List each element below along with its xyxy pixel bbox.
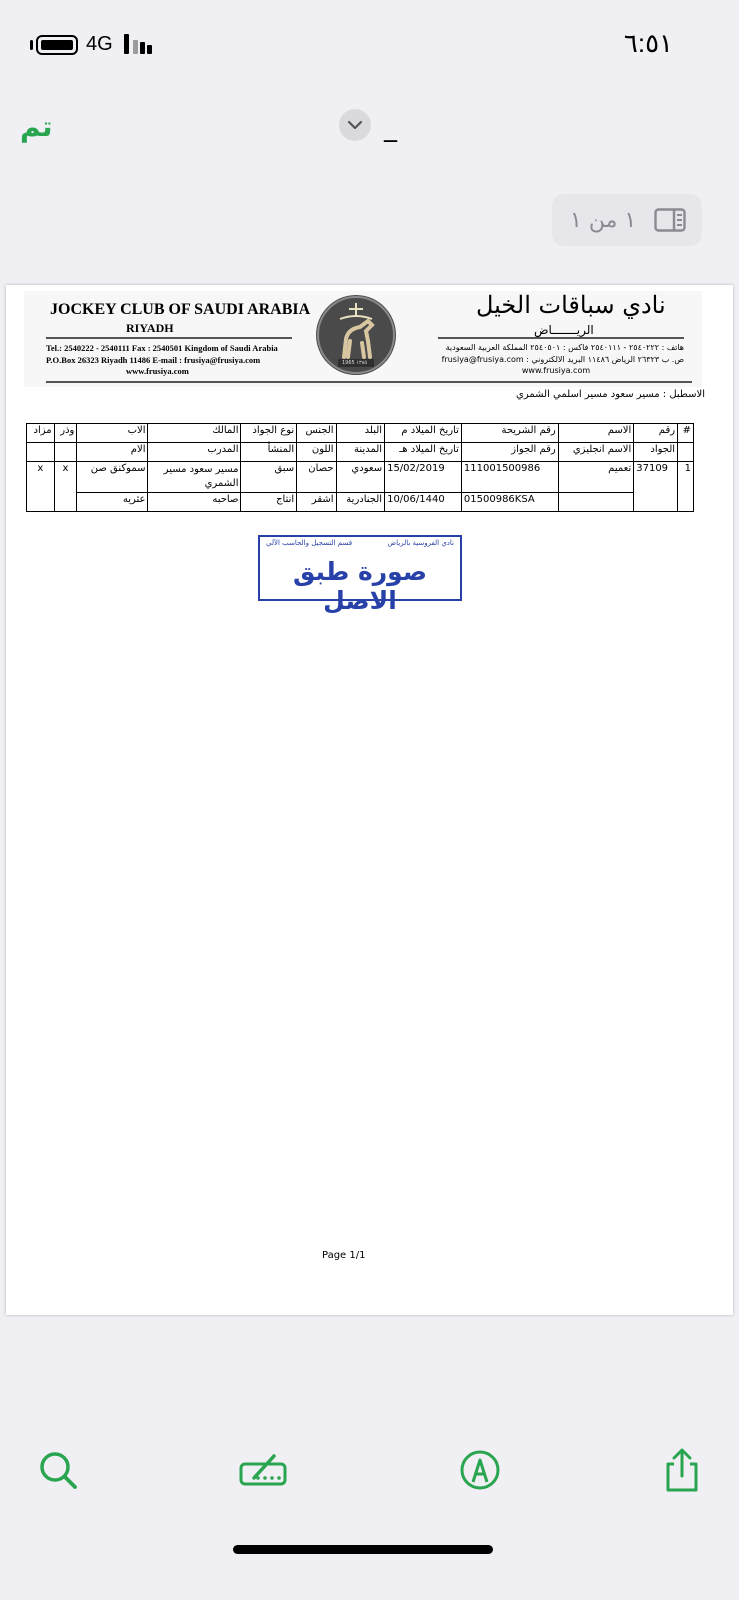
pdf-page[interactable]: [6, 285, 733, 1315]
document-title[interactable]: _: [384, 113, 397, 143]
certified-copy-stamp: [258, 535, 462, 615]
header-cell: الجواد: [634, 443, 678, 462]
header-cell: الاب: [77, 424, 148, 443]
club-emblem: [316, 295, 396, 375]
header-cell: رقم الجواز: [461, 443, 558, 462]
table-cell: سعودي: [336, 462, 385, 493]
header-cell: البلد: [336, 424, 385, 443]
network-label: 4G: [86, 33, 113, 55]
battery-cap: [30, 40, 33, 50]
horse-table: [26, 423, 694, 512]
letterhead-arabic-title: نادي سباقات الخيل: [476, 291, 666, 319]
table-cell: x: [54, 462, 77, 512]
header-cell: رقم: [634, 424, 678, 443]
header-cell: رقم الشريحة: [461, 424, 558, 443]
divider: [46, 381, 692, 383]
header-cell: المدرب: [148, 443, 241, 462]
header-cell: المنشأ: [241, 443, 297, 462]
header-cell: [54, 443, 77, 462]
stamp-club-label: نادي الفروسية بالرياض: [387, 539, 454, 547]
table-cell: انتاج: [241, 493, 297, 512]
table-cell: صاحبه: [148, 493, 241, 512]
home-indicator[interactable]: [233, 1545, 493, 1554]
header-cell: الام: [77, 443, 148, 462]
header-cell: المدينة: [336, 443, 385, 462]
signal-icon: [124, 34, 158, 54]
header-cell: اللون: [297, 443, 336, 462]
header-cell: الاسم انجليزي: [558, 443, 633, 462]
chevron-down-icon: [347, 119, 363, 131]
letterhead-arabic-address: ص. ب ٢٦٣٢٣ الرياض ١١٤٨٦ البريد الالكتروني : frusiya@frusiya.com: [441, 355, 684, 364]
divider: [46, 337, 292, 339]
header-cell: الجنس: [297, 424, 336, 443]
header-cell: [678, 443, 694, 462]
page-number: Page 1/1: [322, 1250, 366, 1261]
stable-owner-line: الاسطبل : مسير سعود مسير اسلمي الشمري: [516, 389, 705, 400]
header-cell: المالك: [148, 424, 241, 443]
table-cell: x: [27, 462, 55, 512]
letterhead-english-title: JOCKEY CLUB OF SAUDI ARABIA: [50, 301, 311, 318]
markup-icon[interactable]: [238, 1448, 290, 1492]
header-cell: وذر: [54, 424, 77, 443]
header-cell: #: [678, 424, 694, 443]
bottom-toolbar: [0, 1440, 739, 1520]
table-cell: 1: [678, 462, 694, 512]
done-button[interactable]: تم: [20, 110, 53, 143]
letterhead-arabic-website: www.frusiya.com: [521, 366, 591, 375]
status-bar: [0, 0, 739, 90]
letterhead-arabic-city: الريـــــــاض: [534, 323, 594, 337]
share-icon[interactable]: [660, 1448, 704, 1492]
table-cell: 37109: [634, 462, 678, 512]
letterhead-english-contact: Tel.: 2540222 - 2540111 Fax : 2540501 Kingdom of Saudi Arabia: [46, 343, 278, 353]
header-cell: تاريخ الميلاد م: [385, 424, 462, 443]
header-cell: تاريخ الميلاد هـ: [385, 443, 462, 462]
pen-icon[interactable]: [458, 1448, 502, 1492]
battery-icon: [36, 35, 78, 55]
table-cell: تعميم: [558, 462, 633, 493]
table-cell: عثريه: [77, 493, 148, 512]
header-cell: نوع الجواد: [241, 424, 297, 443]
header-cell: مزاد: [27, 424, 55, 443]
table-header-row: [27, 424, 694, 443]
table-cell: اشقر: [297, 493, 336, 512]
table-cell: الجنادرية: [336, 493, 385, 512]
letterhead-english-address: P.O.Box 26323 Riyadh 11486 E-mail : frusiya@frusiya.com: [46, 355, 261, 365]
table-cell: سموكنق صن: [77, 462, 148, 493]
letterhead-english-website: www.frusiya.com: [126, 366, 189, 376]
table-cell: 01500986KSA: [461, 493, 558, 512]
header-cell: [27, 443, 55, 462]
stamp-department-label: قسم التسجيل والحاسب الآلي: [266, 539, 353, 547]
table-cell: مسير سعود مسير الشمري: [148, 462, 241, 493]
sidebar-icon: [654, 208, 686, 232]
letterhead-english-city: RIYADH: [126, 321, 174, 335]
letterhead-arabic-contact: هاتف : ٢٥٤٠٢٢٢ - ٢٥٤٠١١١ فاكس : ٢٥٤٠٥٠١ المملكة العربية السعودية: [445, 343, 684, 352]
search-icon[interactable]: [36, 1448, 80, 1492]
page-indicator-label: ١ من ١: [570, 208, 637, 233]
stamp-main-text: صورة طبق الاصل: [293, 557, 427, 615]
title-menu-button[interactable]: [339, 109, 371, 141]
header-cell: الاسم: [558, 424, 633, 443]
divider: [438, 337, 684, 339]
table-header-row: [27, 443, 694, 462]
table-cell: 10/06/1440: [385, 493, 462, 512]
table-cell: 15/02/2019: [385, 462, 462, 493]
clock: ٦:٥١: [623, 28, 673, 58]
table-cell: سبق: [241, 462, 297, 493]
table-row: [27, 462, 694, 493]
table-row: [27, 493, 694, 512]
emblem-years: 1965 ١٣٨٥: [342, 360, 368, 366]
table-cell: حصان: [297, 462, 336, 493]
table-cell: [558, 493, 633, 512]
table-cell: 111001500986: [461, 462, 558, 493]
page-indicator[interactable]: [552, 194, 702, 246]
